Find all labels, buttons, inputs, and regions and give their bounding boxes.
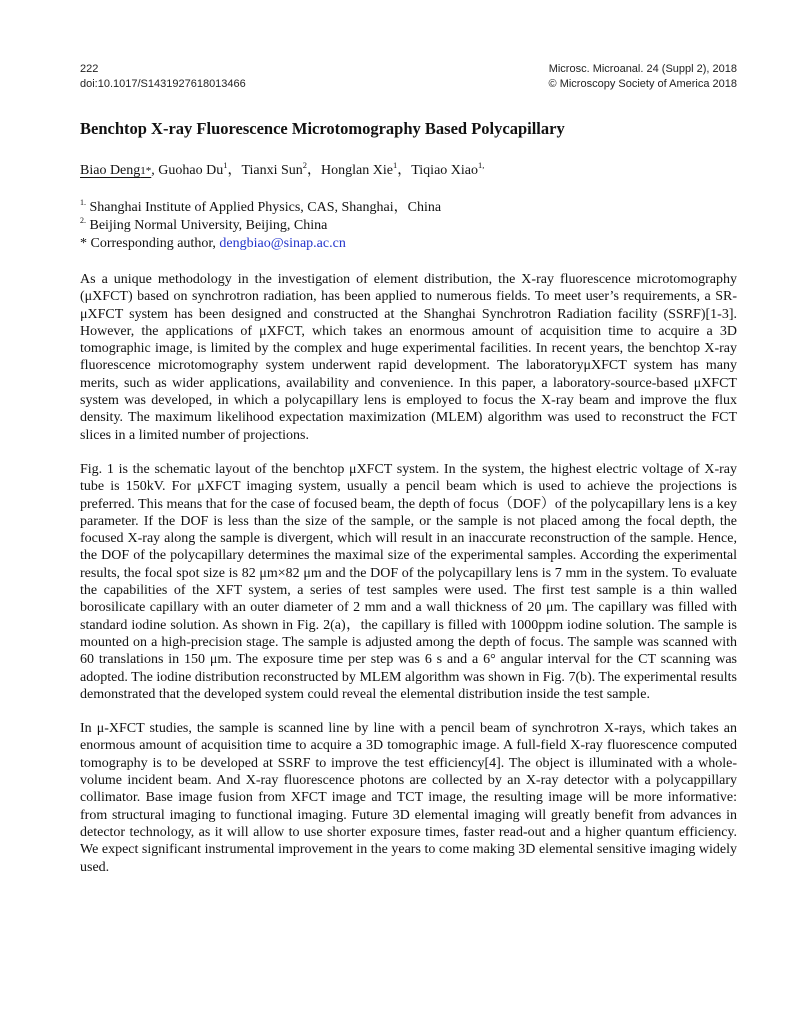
- email-link[interactable]: dengbiao@sinap.ac.cn: [219, 236, 346, 251]
- author-list: [80, 161, 737, 181]
- author-mark: 1*: [140, 165, 152, 177]
- affiliation-text: Beijing Normal University, Beijing, China: [86, 218, 328, 233]
- author-affiliation-mark: 1: [392, 160, 398, 170]
- author-first: [80, 163, 151, 178]
- author-affiliation-mark: 1: [223, 160, 228, 170]
- author-affiliation-mark: 1,: [478, 160, 485, 170]
- author-affiliation-mark: 2: [302, 160, 308, 170]
- affiliation-line: [80, 199, 737, 217]
- author-name: Biao Deng: [80, 163, 141, 178]
- corresponding-author: [80, 235, 737, 253]
- author-separator: ,: [151, 163, 159, 178]
- affiliations: [80, 199, 737, 253]
- journal-citation: Microsc. Microanal. 24 (Suppl 2), 2018: [548, 63, 737, 75]
- copyright: © Microscopy Society of America 2018: [548, 78, 737, 90]
- author-name: Tianxi Sun: [241, 163, 303, 178]
- affiliation-mark: 1.: [80, 198, 86, 207]
- body-paragraph: In μ-XFCT studies, the sample is scanned line by line with a pencil beam of synchrotron X-rays, which takes an enormous amount of acquisition time to acquire a 3D tomographic image. A full-field X-ray fluorescence computed tomography is to be developed at SSRF to improve the test efficiency[4]. The object is illuminated with a whole-volume incident beam. And X-ray fluorescence photons are collected by an X-ray detector with a polycappillary collimator. Base image fusion from XFCT image and TCT image, the resulting image will be more informative: from structural imaging to functional imaging. Future 3D elemental imaging will greatly benefit from advances in detector technology, as it will allow to use shorter exposure times, faster read-out and a higher quantum efficiency. We expect significant instrumental improvement in the years to come making 3D elemental sensitive imaging widely used.: [80, 721, 737, 875]
- body-paragraph: Fig. 1 is the schematic layout of the benchtop μXFCT system. In the system, the highest electric voltage of X-ray tube is 150kV. For μXFCT imaging system, usually a pencil beam which is used to achieve the projections is preferred. This means that for the case of focused beam, the depth of focus（DOF）of the polycapillary lens is a key parameter. If the DOF is less than the size of the sample, or the sample is not placed among the focal depth, the focused X-ray along the sample is divergent, which will result in an inaccurate reconstruction of the sample. Hence, the DOF of the polycapillary determines the maximal size of the experimental samples. According the experimental results, the focal spot size is 82 μm×82 μm and the DOF of the polycapillary lens is 7 mm in the system. To evaluate the capabilities of the XFT system, a series of test samples were used. The first test sample is a thin walled borosilicate capillary with an outer diameter of 2 mm and a wall thickness of 20 μm. The capillary was filled with standard iodine solution. As shown in Fig. 2(a)，the capillary is filled with 1000ppm iodine solution. The sample is mounted on a high-precision stage. The sample is adjusted among the depth of focus. The sample was scanned with 60 translations in 150 μm. The exposure time per step was 6 s and a 6° angular interval for the CT scanning was adopted. The iodine distribution reconstructed by MLEM algorithm was shown in Fig. 7(b). The experimental results demonstrated that the developed system could reveal the elemental distribution inside the test sample.: [80, 461, 737, 702]
- author-separator: ，: [307, 163, 322, 178]
- author-name: Honglan Xie: [321, 163, 393, 178]
- author-separator: ，: [227, 163, 242, 178]
- paper-page: [80, 62, 737, 876]
- corresponding-label: * Corresponding author,: [80, 236, 220, 251]
- page-header: [80, 62, 737, 92]
- doi: doi:10.1017/S1431927618013466: [80, 78, 246, 90]
- affiliation-mark: 2.: [80, 216, 86, 225]
- author-name: Guohao Du: [158, 163, 224, 178]
- author-name: Tiqiao Xiao: [411, 163, 479, 178]
- affiliation-text: Shanghai Institute of Applied Physics, CAS, Shanghai，China: [86, 200, 442, 215]
- header-left: [80, 62, 246, 92]
- body-paragraph: As a unique methodology in the investigation of element distribution, the X-ray fluorescence microtomography (μXFCT) based on synchrotron radiation, has been applied to numerous fields. To meet user’s requirements, a SR-μXFCT system has been designed and constructed at the Shanghai Synchrotron Radiation facility (SSRF)[1-3]. However, the applications of μXFCT, which takes an enormous amount of acquisition time to acquire a 3D tomographic image, is limited by the complex and huge experimental facilities. In recent years, the benchtop X-ray fluorescence microtomography system underwent rapid development. The laboratoryμXFCT system has many merits, such as wider applications, availability and convenience. In this paper, a laboratory-source-based μXFCT system was developed, in which a polycapillary lens is employed to focus the X-ray beam and improve the flux density. The maximum likelihood expectation maximization (MLEM) algorithm was used to reconstruct the FCT slices in a limited number of projections.: [80, 272, 737, 443]
- paper-title: Benchtop X-ray Fluorescence Microtomography Based Polycapillary: [80, 119, 565, 138]
- header-right: [549, 62, 737, 92]
- author-separator: ，: [397, 163, 412, 178]
- page-number: 222: [80, 63, 99, 75]
- affiliation-line: [80, 217, 737, 235]
